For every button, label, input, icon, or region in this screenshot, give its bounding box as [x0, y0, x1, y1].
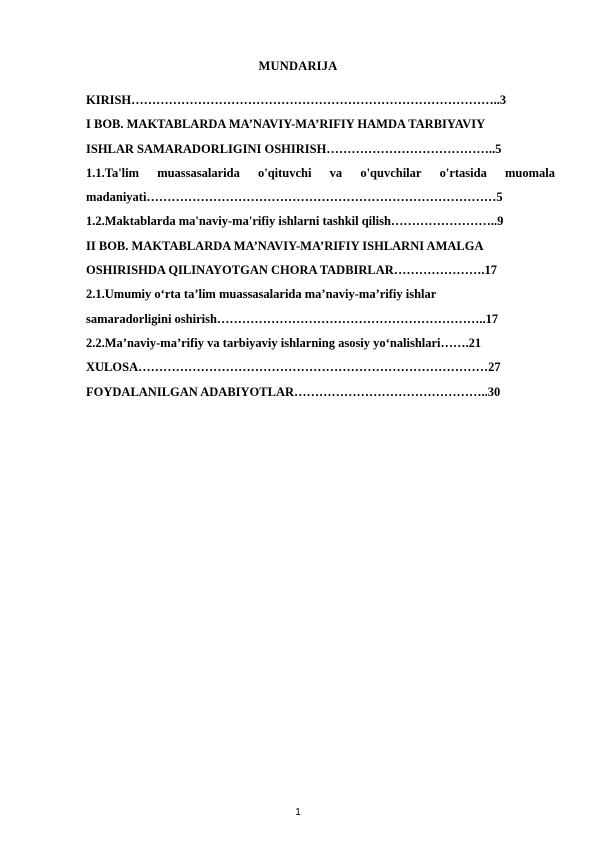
toc-line-section-2-1-cont: samaradorligini oshirish………………………………………………………..17 — [86, 311, 499, 326]
toc-line-section-1-1 — [86, 161, 555, 185]
toc-line-chapter-1-title: I BOB. MAKTABLARDA MA’NAVIY-MA’RIFIY HAMDA TARBIYAVIY — [86, 117, 486, 132]
toc-line-chapter-1-title-cont: ISHLAR SAMARADORLIGINI OSHIRISH…………………………………..5 — [86, 141, 502, 156]
toc-word: o'quvchilar — [360, 165, 422, 180]
toc-line-xulosa: XULOSA…………………………………………………………………………27 — [86, 360, 501, 375]
toc-word: 1.1.Ta'lim — [86, 165, 140, 180]
toc-line-section-1-2: 1.2.Maktablarda ma'naviy-ma'rifiy ishlarni tashkil qilish……………………..9 — [86, 214, 504, 229]
table-of-contents — [86, 88, 555, 404]
toc-line-kirish: KIRISH……………………………………………………………………………..3 — [86, 93, 507, 107]
toc-word: o'qituvchi — [258, 165, 312, 180]
toc-word: o'rtasida — [439, 165, 487, 180]
toc-line-foydalanilgan: FOYDALANILGAN ADABIYOTLAR………………………………………..30 — [86, 384, 501, 399]
toc-word: muassasalarida — [157, 165, 240, 180]
toc-line-section-2-2: 2.2.Ma’naviy-ma’rifiy va tarbiyaviy ishlarning asosiy yo‘nalishlari…….21 — [86, 335, 482, 350]
toc-line-section-1-1-cont: madaniyati…………………………………………………………………………5 — [86, 190, 503, 205]
toc-line-chapter-2-title-cont: OSHIRISHDA QILINAYOTGAN CHORA TADBIRLAR………………….17 — [86, 263, 497, 278]
toc-heading: MUNDARIJA — [258, 59, 338, 73]
page-number: 1 — [295, 807, 301, 818]
toc-line-chapter-2-title: II BOB. MAKTABLARDA MA’NAVIY-MA’RIFIY ISHLARNI AMALGA — [86, 238, 484, 253]
toc-line-section-2-1: 2.1.Umumiy o‘rta ta’lim muassasalarida ma’naviy-ma’rifiy ishlar — [86, 287, 437, 302]
toc-word: va — [329, 165, 343, 180]
toc-word: muomala — [504, 165, 555, 180]
